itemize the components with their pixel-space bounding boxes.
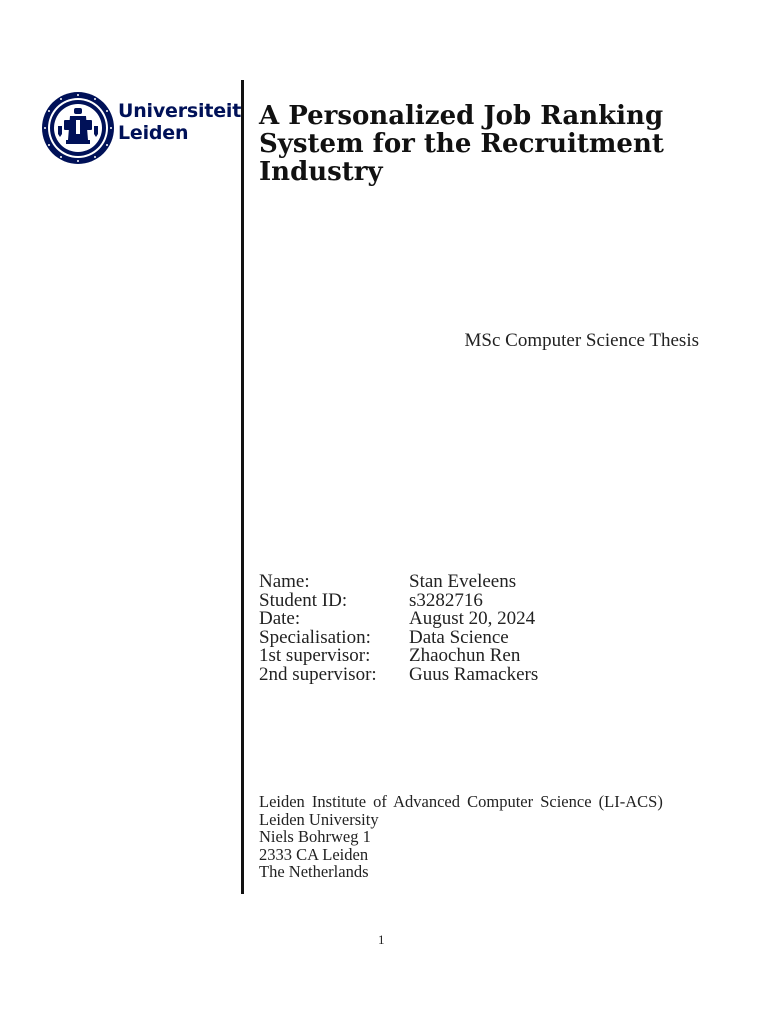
info-row-second-supervisor (259, 663, 539, 685)
info-row-first-supervisor (259, 647, 538, 666)
info-value: August 20, 2024 (409, 608, 536, 629)
info-value: Zhaochun Ren (409, 645, 521, 666)
university-wordmark (118, 100, 241, 144)
info-key: Date: (259, 608, 301, 629)
address-university: Leiden University (259, 809, 379, 829)
address-street: Niels Bohrweg 1 (259, 827, 371, 846)
address-country: The Netherlands (259, 862, 369, 881)
info-key: 2nd supervisor: (259, 663, 377, 685)
leiden-university-seal-icon (40, 90, 116, 166)
info-key: Student ID: (259, 589, 348, 611)
info-value: Stan Eveleens (409, 571, 517, 592)
wordmark-line-1: Universiteit (118, 100, 242, 122)
wordmark-line-2: Leiden (118, 122, 189, 144)
thesis-info-table (259, 573, 538, 684)
university-logo (40, 90, 240, 170)
institute-address (259, 793, 699, 881)
info-value: s3282716 (409, 589, 483, 611)
info-value: Data Science (409, 626, 509, 648)
info-key: 1st supervisor: (259, 645, 371, 666)
info-row-name (259, 573, 538, 592)
thesis-subtitle: MSc Computer Science Thesis (464, 330, 699, 351)
address-postcode-city: 2333 CA Leiden (259, 844, 369, 864)
address-institute: Leiden Institute of Advanced Computer Science (LI-ACS) (259, 792, 663, 811)
vertical-divider (241, 80, 244, 894)
page-number: 1 (378, 932, 385, 947)
thesis-title: A Personalized Job Ranking System for the Recruitment Industry (259, 101, 664, 187)
info-row-date (259, 610, 538, 629)
info-key: Name: (259, 571, 310, 592)
info-key: Specialisation: (259, 626, 371, 648)
info-value: Guus Ramackers (409, 663, 539, 685)
